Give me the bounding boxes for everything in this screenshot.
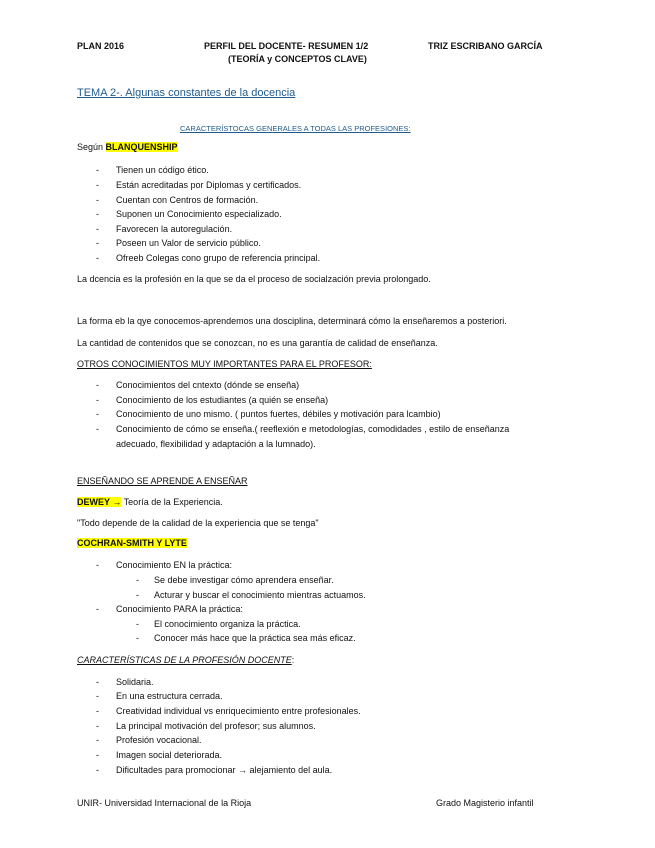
- list-item: Suponen un Conocimiento especializado.: [116, 209, 282, 219]
- bullet: -: [96, 209, 99, 219]
- list-item: Conocimiento EN la práctica:: [116, 560, 233, 570]
- list-item: Conocimiento de cómo se enseña.( reeflexión e metodologías, comodidades , estilo de enseñanza: [116, 424, 510, 434]
- bullet: -: [96, 691, 99, 701]
- list-item: Conocimiento de uno mismo. ( puntos fuertes, débiles y motivación para lcambio): [116, 409, 441, 419]
- list-subitem: Acturar y buscar el conocimiento mientras actuamos.: [154, 590, 366, 600]
- list-item: Conocimiento de los estudiantes (a quién se enseña): [116, 395, 329, 405]
- list-item: Ofreeb Colegas cono grupo de referencia principal.: [116, 253, 321, 263]
- author-highlight: COCHRAN-SMITH Y LYTE: [77, 538, 187, 548]
- bullet: -: [96, 706, 99, 716]
- author-highlight: BLANQUENSHIP: [105, 142, 178, 152]
- bullet: -: [96, 224, 99, 234]
- bullet: -: [96, 604, 99, 614]
- header-title: PERFIL DEL DOCENTE- RESUMEN 1/2: [204, 41, 369, 51]
- list-item: Tienen un código ético.: [116, 165, 209, 175]
- paragraph: La cantidad de contenidos que se conozcan, no es una garantía de calidad de enseñanza.: [77, 338, 438, 348]
- list-item: Favorecen la autoregulación.: [116, 224, 233, 234]
- bullet: -: [96, 180, 99, 190]
- paragraph: La dcencia es la profesión en la que se da el proceso de socialzación previa prolongado.: [77, 274, 431, 284]
- bullet: -: [96, 195, 99, 205]
- bullet: -: [136, 619, 139, 629]
- bullet: -: [96, 677, 99, 687]
- tema-title: TEMA 2-. Algunas constantes de la docencia: [77, 87, 296, 99]
- list-item: Conocimiento PARA la práctica:: [116, 604, 243, 614]
- quote: "Todo depende de la calidad de la experiencia que se tenga": [77, 518, 319, 528]
- section-title: OTROS CONOCIMIENTOS MUY IMPORTANTES PARA EL PROFESOR:: [77, 359, 372, 369]
- bullet: -: [96, 735, 99, 745]
- dewey-line: [77, 497, 223, 508]
- bullet: -: [96, 750, 99, 760]
- segun-prefix: Según: [77, 142, 106, 152]
- bullet: -: [96, 765, 99, 775]
- list-item: Están acreditadas por Diplomas y certificados.: [116, 180, 302, 190]
- colon: :: [291, 655, 295, 665]
- footer-right: Grado Magisterio infantil: [436, 798, 534, 808]
- bullet: -: [96, 380, 99, 390]
- list-item: La principal motivación del profesor; sus alumnos.: [116, 721, 316, 731]
- bullet: -: [136, 633, 139, 643]
- bullet: -: [96, 560, 99, 570]
- list-item: Solidaria.: [116, 677, 154, 687]
- bullet: -: [96, 424, 99, 434]
- section-title-line: [77, 655, 294, 666]
- bullet: -: [136, 590, 139, 600]
- header-author: TRIZ ESCRIBANO GARCÍA: [428, 41, 543, 51]
- list-item: Creatividad individual vs enriquecimiento entre profesionales.: [116, 706, 361, 716]
- section-title: CARACTERÍSTICAS DE LA PROFESIÓN DOCENTE: [77, 655, 292, 665]
- list-item: Poseen un Valor de servicio público.: [116, 238, 261, 248]
- header-left: PLAN 2016: [77, 41, 125, 51]
- paragraph: La forma eb la qye conocemos-aprendemos una dosciplina, determinará cómo la enseñaremos a posteriori.: [77, 316, 507, 326]
- list-subitem: El conocimiento organiza la práctica.: [154, 619, 301, 629]
- bullet: -: [96, 165, 99, 175]
- segun-line: [77, 142, 178, 153]
- list-item: En una estructura cerrada.: [116, 691, 223, 701]
- bullet: -: [96, 238, 99, 248]
- footer-left: UNIR- Universidad Internacional de la Rioja: [77, 798, 252, 808]
- bullet: -: [96, 409, 99, 419]
- list-item: Dificultades para promocionar → alejamiento del aula.: [116, 765, 333, 775]
- list-item: Conocimientos del cntexto (dónde se enseña): [116, 380, 300, 390]
- bullet: -: [96, 395, 99, 405]
- list-item: Profesión vocacional.: [116, 735, 202, 745]
- bullet: -: [96, 721, 99, 731]
- section-title: ENSEÑANDO SE APRENDE A ENSEÑAR: [77, 476, 248, 486]
- bullet: -: [96, 253, 99, 263]
- header-subtitle: (TEORÍA y CONCEPTOS CLAVE): [228, 54, 367, 64]
- author-highlight: DEWEY →: [77, 497, 122, 507]
- caracteristicas-title: CARACTERÍSTOCAS GENERALES A TODAS LAS PROFESIONES:: [180, 124, 411, 133]
- list-item-continuation: adecuado, flexibilidad y adaptación a la lumnado).: [116, 439, 316, 449]
- list-subitem: Se debe investigar cómo aprendera enseñar.: [154, 575, 334, 585]
- list-item: Cuentan con Centros de formación.: [116, 195, 259, 205]
- dewey-text: Teoría de la Experiencia.: [121, 497, 223, 507]
- cochran-line: [77, 538, 187, 549]
- list-item: Imagen social deteriorada.: [116, 750, 223, 760]
- bullet: -: [136, 575, 139, 585]
- list-subitem: Conocer más hace que la práctica sea más eficaz.: [154, 633, 356, 643]
